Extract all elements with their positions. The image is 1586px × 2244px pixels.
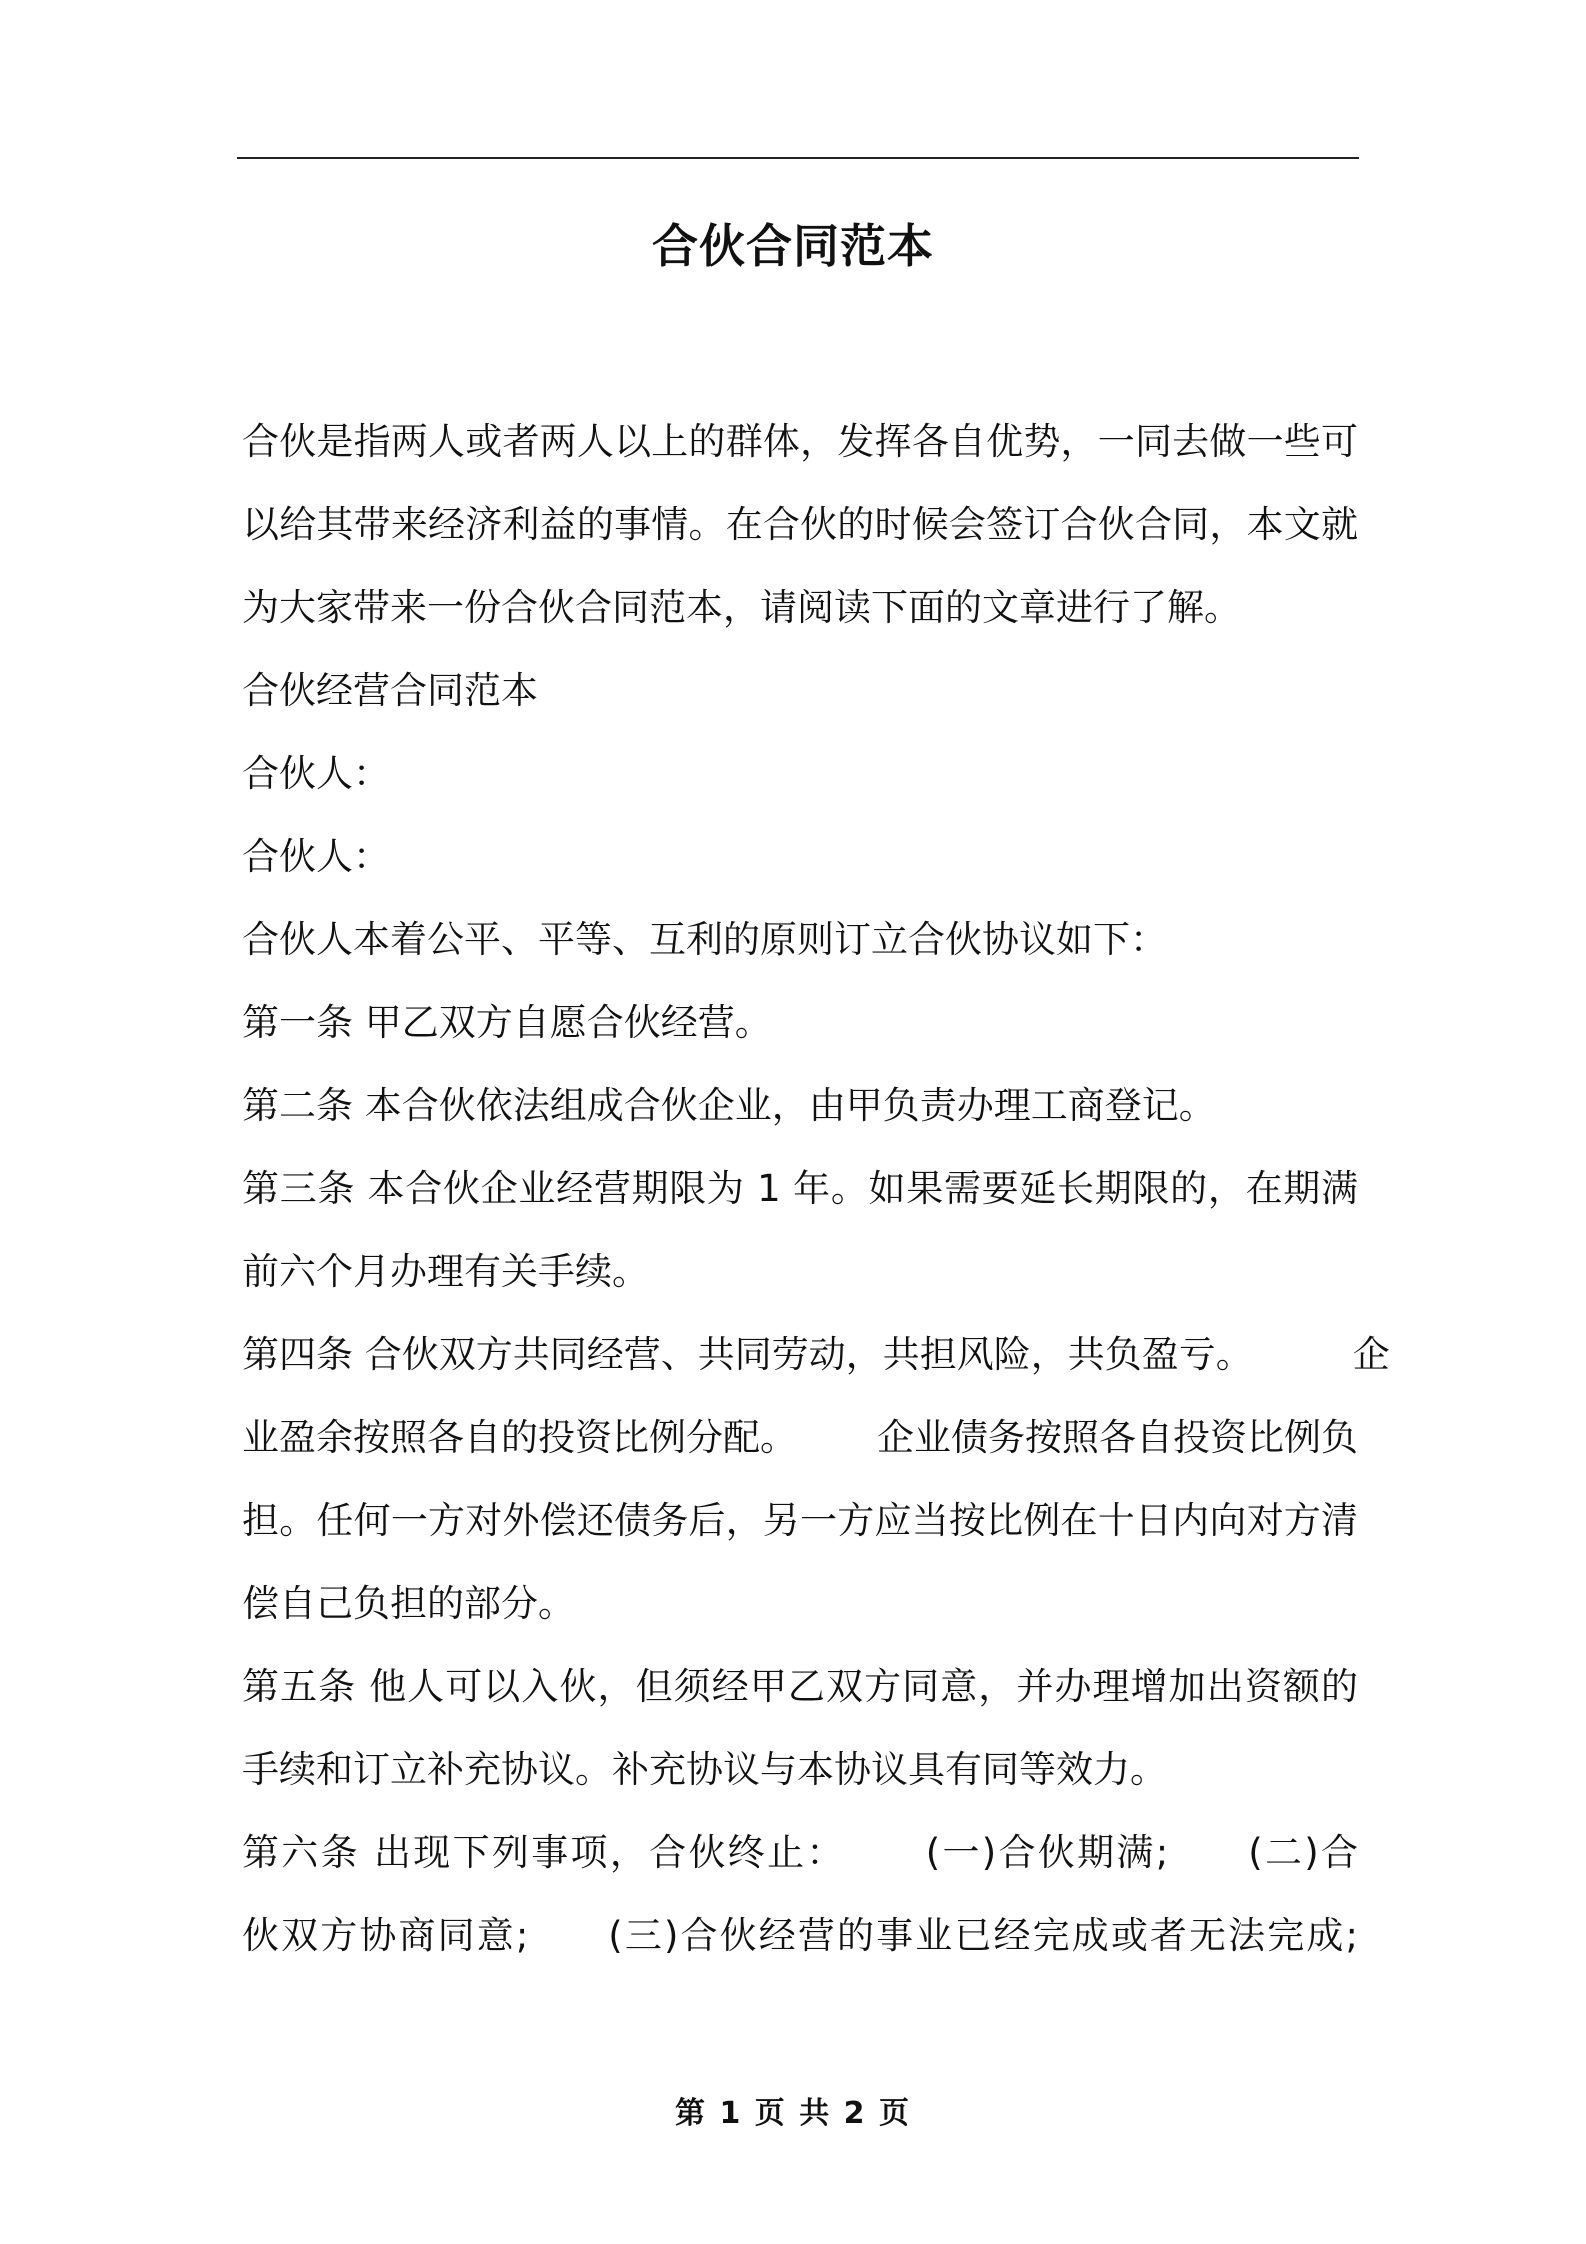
paragraph-line: 为大家带来一份合伙合同范本，请阅读下面的文章进行了解。	[242, 586, 1241, 629]
article-3-line: 前六个月办理有关手续。	[242, 1250, 649, 1293]
document-body	[242, 400, 1390, 1977]
article-6-text: 第六条 出现下列事项，合伙终止：	[242, 1831, 846, 1874]
article-6-text: (一)合伙期满;	[925, 1831, 1169, 1874]
article-5-line: 第五条 他人可以入伙，但须经甲乙双方同意，并办理增加出资额的	[242, 1665, 1358, 1708]
article-4-text: 企	[1352, 1333, 1390, 1376]
paragraph-line: 合伙是指两人或者两人以上的群体，发挥各自优势，一同去做一些可	[242, 420, 1358, 463]
partner-field: 合伙人：	[242, 752, 390, 795]
article-3-line: 第三条 本合伙企业经营期限为 1 年。如果需要延长期限的，在期满	[242, 1167, 1358, 1210]
agreement-intro: 合伙人本着公平、平等、互利的原则订立合伙协议如下：	[242, 918, 1167, 961]
article-6-text: (三)合伙经营的事业已经完成或者无法完成;	[608, 1914, 1358, 1957]
header-rule	[237, 157, 1359, 159]
article-4-text: 第四条 合伙双方共同经营、共同劳动，共担风险，共负盈亏。	[242, 1333, 1253, 1376]
article-4-text: 企业债务按照各自投资比例负	[877, 1416, 1358, 1459]
article-2: 第二条 本合伙依法组成合伙企业，由甲负责办理工商登记。	[242, 1084, 1216, 1127]
article-4-line: 偿自己负担的部分。	[242, 1582, 575, 1625]
article-4-line	[242, 1313, 1390, 1396]
article-4-text: 业盈余按照各自的投资比例分配。	[242, 1416, 797, 1459]
article-6-line	[242, 1811, 1358, 1894]
article-5-line: 手续和订立补充协议。补充协议与本协议具有同等效力。	[242, 1748, 1167, 1791]
article-4-line: 担。任何一方对外偿还债务后，另一方应当按比例在十日内向对方清	[242, 1499, 1358, 1542]
page-number: 第 1 页 共 2 页	[675, 2096, 911, 2131]
article-6-text: 伙双方协商同意;	[242, 1914, 529, 1957]
partner-field: 合伙人：	[242, 835, 390, 878]
article-6-text: (二)合	[1248, 1831, 1358, 1874]
article-6-line	[242, 1894, 1358, 1977]
section-heading: 合伙经营合同范本	[242, 669, 538, 712]
article-4-line	[242, 1396, 1358, 1479]
article-1: 第一条 甲乙双方自愿合伙经营。	[242, 1001, 772, 1044]
paragraph-line: 以给其带来经济利益的事情。在合伙的时候会签订合伙合同，本文就	[242, 503, 1358, 546]
document-title: 合伙合同范本	[652, 219, 934, 273]
